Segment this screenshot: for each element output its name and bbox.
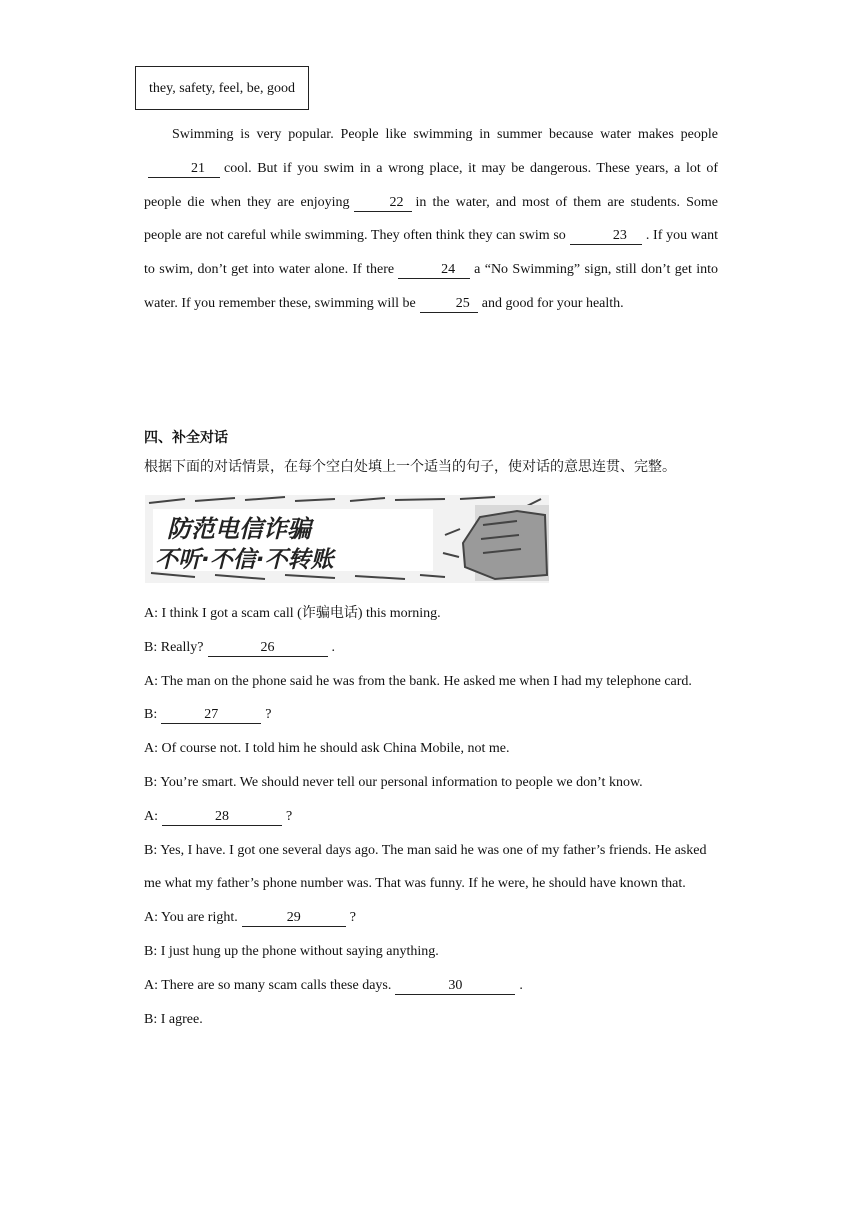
dialogue-text: . bbox=[519, 977, 523, 993]
word-bank-box: they, safety, feel, be, good bbox=[135, 66, 309, 110]
section-instruction: 根据下面的对话情景，在每个空白处填上一个适当的句子，使对话的意思连贯、完整。 bbox=[144, 459, 676, 475]
passage-text: cool. But if you swim in a wrong place, it may be dangerous. These years, a lot of people die when they are enjoying bbox=[144, 160, 718, 210]
anti-fraud-banner-image bbox=[145, 495, 549, 583]
blank-22[interactable]: 22 bbox=[354, 195, 412, 212]
passage-text: and good for your health. bbox=[481, 295, 624, 311]
dialogue-text: . bbox=[331, 639, 335, 655]
dialogue bbox=[144, 597, 719, 1036]
dialogue-line bbox=[144, 631, 719, 665]
dialogue-line: A: I think I got a scam call (诈骗电话) this morning. bbox=[144, 606, 441, 621]
dialogue-text: A: You are right. bbox=[144, 910, 238, 926]
dialogue-text: A: bbox=[144, 808, 158, 824]
passage-text: in the water, and most of them are students. Some people are not careful while swimming. They often think they can swim so bbox=[144, 194, 718, 244]
blank-26[interactable]: 26 bbox=[208, 640, 328, 657]
dialogue-text: A: There are so many scam calls these days. bbox=[144, 977, 392, 993]
dialogue-text: ? bbox=[265, 707, 272, 723]
banner-line2: 不听·不信·不转账 bbox=[155, 547, 334, 573]
dialogue-line: B: I agree. bbox=[144, 1011, 203, 1027]
blank-25[interactable]: 25 bbox=[420, 296, 478, 313]
cloze-passage bbox=[144, 118, 718, 321]
section-title: 四、补全对话 bbox=[144, 430, 228, 446]
dialogue-text: ? bbox=[286, 808, 293, 824]
blank-29[interactable]: 29 bbox=[242, 910, 346, 927]
dialogue-text: B: bbox=[144, 707, 158, 723]
fist-icon bbox=[463, 505, 549, 581]
passage-text: Swimming is very popular. People like swimming in summer because water makes people bbox=[172, 127, 718, 142]
dialogue-text: ? bbox=[349, 910, 356, 926]
passage-paragraph bbox=[144, 118, 718, 321]
dialogue-line: A: Of course not. I told him he should ask China Mobile, not me. bbox=[144, 741, 510, 757]
blank-28[interactable]: 28 bbox=[162, 809, 282, 826]
blank-30[interactable]: 30 bbox=[395, 978, 515, 995]
dialogue-text: B: Really? bbox=[144, 639, 204, 655]
passage-text: a “No Swimming” sign, still don’t get into water. If you remember these, swimming will be bbox=[144, 262, 719, 311]
dialogue-line bbox=[144, 698, 719, 732]
blank-21[interactable]: 21 bbox=[148, 161, 220, 178]
dialogue-line: B: I just hung up the phone without saying anything. bbox=[144, 943, 439, 959]
dialogue-line: A: The man on the phone said he was from the bank. He asked me when I had my telephone card. bbox=[144, 673, 692, 689]
blank-27[interactable]: 27 bbox=[161, 707, 261, 724]
dialogue-line bbox=[144, 969, 719, 1003]
blank-23[interactable]: 23 bbox=[570, 228, 642, 245]
dialogue-line bbox=[144, 800, 719, 834]
passage-text: . If you want to swim, don’t get into water alone. If there bbox=[144, 228, 718, 278]
banner-line1: 防范电信诈骗 bbox=[167, 515, 311, 543]
blank-24[interactable]: 24 bbox=[398, 262, 470, 279]
dialogue-line: B: Yes, I have. I got one several days ago. The man said he was one of my father’s friends. He asked me what my father’s phone number was. That was funny. If he were, he should have known that. bbox=[144, 842, 707, 892]
dialogue-line bbox=[144, 901, 719, 935]
dialogue-line: B: You’re smart. We should never tell our personal information to people we don’t know. bbox=[144, 774, 643, 790]
